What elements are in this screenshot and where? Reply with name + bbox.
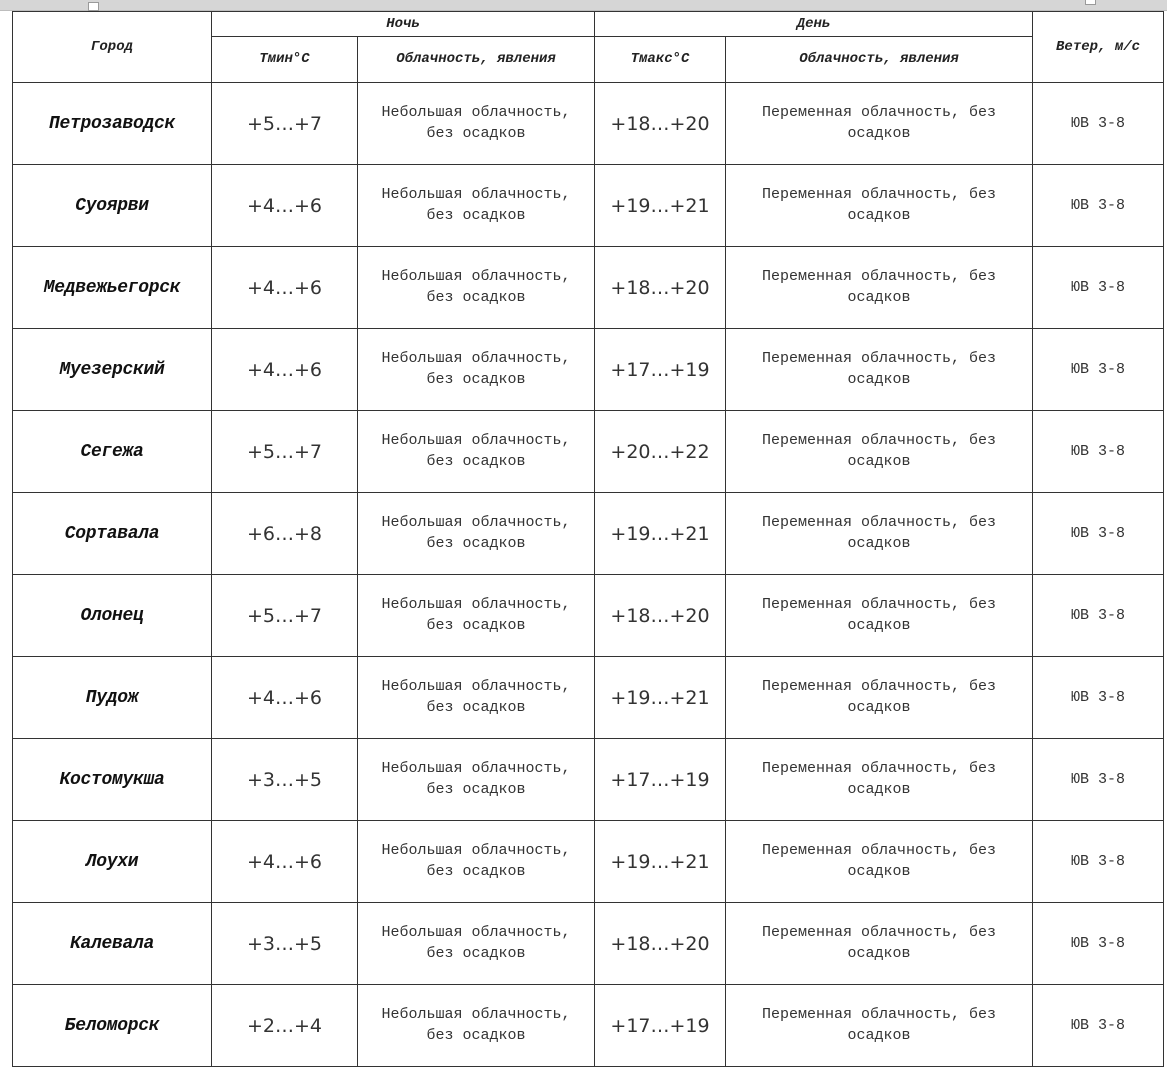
wind-cell: ЮВ 3-8 [1033,903,1164,985]
day-clouds-cell [726,83,1033,165]
tmax-cell: +18…+20 [595,247,726,329]
night-clouds-text: Небольшая облачность, без осадков [381,924,571,962]
night-clouds-text: Небольшая облачность, без осадков [381,186,571,224]
night-clouds-text: Небольшая облачность, без осадков [381,104,571,142]
table-move-handle[interactable] [88,2,99,11]
night-clouds-text: Небольшая облачность, без осадков [381,760,571,798]
day-clouds-text: Переменная облачность, без осадков [761,350,997,388]
table-row [13,657,1164,739]
tmin-cell: +6…+8 [212,493,358,575]
tmin-cell: +3…+5 [212,739,358,821]
tmax-cell: +17…+19 [595,739,726,821]
city-cell: Костомукша [13,739,212,821]
day-clouds-text: Переменная облачность, без осадков [761,924,997,962]
table-row [13,985,1164,1067]
header-day-clouds: Облачность, явления [726,37,1033,83]
wind-cell: ЮВ 3-8 [1033,411,1164,493]
day-clouds-text: Переменная облачность, без осадков [761,268,997,306]
night-clouds-cell [358,575,595,657]
header-city: Город [13,12,212,83]
wind-cell: ЮВ 3-8 [1033,821,1164,903]
day-clouds-cell [726,657,1033,739]
city-cell: Лоухи [13,821,212,903]
tmin-cell: +5…+7 [212,575,358,657]
wind-cell: ЮВ 3-8 [1033,165,1164,247]
city-cell: Сортавала [13,493,212,575]
wind-cell: ЮВ 3-8 [1033,493,1164,575]
night-clouds-text: Небольшая облачность, без осадков [381,596,571,634]
day-clouds-cell [726,247,1033,329]
wind-cell: ЮВ 3-8 [1033,247,1164,329]
tmin-cell: +4…+6 [212,821,358,903]
table-body [13,83,1164,1067]
table-row [13,165,1164,247]
tmax-cell: +19…+21 [595,165,726,247]
wind-cell: ЮВ 3-8 [1033,83,1164,165]
table-row [13,247,1164,329]
header-tmin: Тмин°С [212,37,358,83]
table-resize-handle[interactable] [1085,0,1096,5]
day-clouds-cell [726,575,1033,657]
night-clouds-cell [358,83,595,165]
header-day: День [595,12,1033,37]
table-row [13,411,1164,493]
day-clouds-text: Переменная облачность, без осадков [761,842,997,880]
weather-forecast-table [12,11,1164,1067]
city-cell: Петрозаводск [13,83,212,165]
night-clouds-cell [358,821,595,903]
day-clouds-cell [726,903,1033,985]
tmin-cell: +5…+7 [212,83,358,165]
night-clouds-cell [358,493,595,575]
city-cell: Калевала [13,903,212,985]
tmax-cell: +17…+19 [595,329,726,411]
city-cell: Пудож [13,657,212,739]
table-row [13,83,1164,165]
header-night: Ночь [212,12,595,37]
day-clouds-cell [726,739,1033,821]
table-row [13,575,1164,657]
header-wind: Ветер, м/с [1033,12,1164,83]
city-cell: Сегежа [13,411,212,493]
city-cell: Беломорск [13,985,212,1067]
wind-cell: ЮВ 3-8 [1033,575,1164,657]
tmax-cell: +18…+20 [595,903,726,985]
day-clouds-text: Переменная облачность, без осадков [761,186,997,224]
night-clouds-text: Небольшая облачность, без осадков [381,350,571,388]
night-clouds-cell [358,247,595,329]
day-clouds-cell [726,985,1033,1067]
night-clouds-text: Небольшая облачность, без осадков [381,678,571,716]
wind-cell: ЮВ 3-8 [1033,985,1164,1067]
tmax-cell: +18…+20 [595,83,726,165]
document-top-strip [0,0,1167,11]
city-cell: Муезерский [13,329,212,411]
day-clouds-text: Переменная облачность, без осадков [761,760,997,798]
night-clouds-cell [358,903,595,985]
night-clouds-cell [358,165,595,247]
day-clouds-cell [726,329,1033,411]
city-cell: Медвежьегорск [13,247,212,329]
table-row [13,903,1164,985]
header-night-clouds: Облачность, явления [358,37,595,83]
tmin-cell: +4…+6 [212,329,358,411]
tmin-cell: +4…+6 [212,165,358,247]
day-clouds-text: Переменная облачность, без осадков [761,514,997,552]
night-clouds-cell [358,739,595,821]
tmax-cell: +19…+21 [595,657,726,739]
tmax-cell: +17…+19 [595,985,726,1067]
table-row [13,493,1164,575]
tmax-cell: +19…+21 [595,493,726,575]
day-clouds-text: Переменная облачность, без осадков [761,432,997,470]
table-row [13,821,1164,903]
night-clouds-cell [358,329,595,411]
night-clouds-text: Небольшая облачность, без осадков [381,432,571,470]
day-clouds-cell [726,411,1033,493]
night-clouds-cell [358,411,595,493]
night-clouds-text: Небольшая облачность, без осадков [381,1006,571,1044]
tmin-cell: +5…+7 [212,411,358,493]
day-clouds-text: Переменная облачность, без осадков [761,678,997,716]
night-clouds-text: Небольшая облачность, без осадков [381,514,571,552]
header-tmax: Тмакс°С [595,37,726,83]
day-clouds-text: Переменная облачность, без осадков [761,104,997,142]
day-clouds-cell [726,821,1033,903]
day-clouds-text: Переменная облачность, без осадков [761,1006,997,1044]
tmin-cell: +3…+5 [212,903,358,985]
night-clouds-cell [358,657,595,739]
wind-cell: ЮВ 3-8 [1033,739,1164,821]
tmax-cell: +18…+20 [595,575,726,657]
night-clouds-text: Небольшая облачность, без осадков [381,268,571,306]
tmax-cell: +19…+21 [595,821,726,903]
day-clouds-cell [726,493,1033,575]
tmax-cell: +20…+22 [595,411,726,493]
table-row [13,329,1164,411]
night-clouds-cell [358,985,595,1067]
tmin-cell: +4…+6 [212,657,358,739]
table-row [13,739,1164,821]
city-cell: Олонец [13,575,212,657]
night-clouds-text: Небольшая облачность, без осадков [381,842,571,880]
tmin-cell: +4…+6 [212,247,358,329]
day-clouds-text: Переменная облачность, без осадков [761,596,997,634]
wind-cell: ЮВ 3-8 [1033,657,1164,739]
tmin-cell: +2…+4 [212,985,358,1067]
wind-cell: ЮВ 3-8 [1033,329,1164,411]
city-cell: Суоярви [13,165,212,247]
day-clouds-cell [726,165,1033,247]
